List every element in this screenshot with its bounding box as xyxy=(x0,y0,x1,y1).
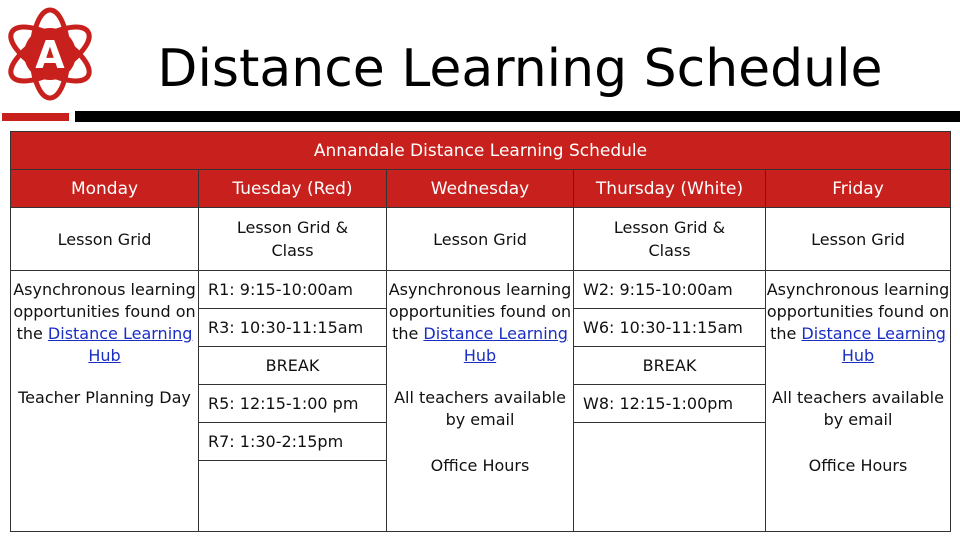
page-title: Distance Learning Schedule xyxy=(157,39,883,99)
day-header-tuesday: Tuesday (Red) xyxy=(199,170,387,208)
tuesday-break: BREAK xyxy=(199,347,387,385)
day-header-thursday: Thursday (White) xyxy=(574,170,766,208)
async-text: Asynchronous learning opportunities found on the xyxy=(13,280,196,343)
tuesday-slot-4: R7: 1:30-2:15pm xyxy=(199,423,387,461)
accent-bar-black xyxy=(75,111,960,122)
async-text: Asynchronous learning opportunities found on the xyxy=(388,280,572,343)
thursday-break: BREAK xyxy=(574,347,766,385)
lesson-friday: Lesson Grid xyxy=(766,208,951,271)
day-header-monday: Monday xyxy=(11,170,199,208)
tuesday-slot-3: R5: 12:15-1:00 pm xyxy=(199,385,387,423)
table-caption: Annandale Distance Learning Schedule xyxy=(11,132,951,170)
day-header-wednesday: Wednesday xyxy=(387,170,574,208)
day-header-friday: Friday xyxy=(766,170,951,208)
async-text: Asynchronous learning opportunities found on the xyxy=(766,280,950,343)
hub-link[interactable]: Distance Learning Hub xyxy=(801,324,946,365)
teachers-email: All teachers available by email xyxy=(772,388,944,429)
accent-bar-red xyxy=(2,113,69,121)
teacher-planning-day: Teacher Planning Day xyxy=(18,388,191,407)
office-hours: Office Hours xyxy=(808,456,908,475)
monday-body xyxy=(11,271,199,532)
tuesday-empty xyxy=(199,461,387,532)
thursday-slot-1: W2: 9:15-10:00am xyxy=(574,271,766,309)
logo-letter: A xyxy=(35,33,65,77)
hub-link[interactable]: Distance Learning Hub xyxy=(423,324,568,365)
friday-body xyxy=(766,271,951,532)
lesson-tuesday: Lesson Grid & Class xyxy=(199,208,387,271)
hub-link[interactable]: Distance Learning Hub xyxy=(47,324,193,365)
office-hours: Office Hours xyxy=(430,456,530,475)
teachers-email: All teachers available by email xyxy=(394,388,566,429)
tuesday-slot-2: R3: 10:30-11:15am xyxy=(199,309,387,347)
lesson-thursday: Lesson Grid & Class xyxy=(574,208,766,271)
wednesday-body xyxy=(387,271,574,532)
school-logo xyxy=(2,2,98,110)
thursday-slot-3: W8: 12:15-1:00pm xyxy=(574,385,766,423)
thursday-empty xyxy=(574,423,766,532)
tuesday-slot-1: R1: 9:15-10:00am xyxy=(199,271,387,309)
thursday-slot-2: W6: 10:30-11:15am xyxy=(574,309,766,347)
lesson-monday: Lesson Grid xyxy=(11,208,199,271)
schedule-table xyxy=(10,131,951,532)
lesson-wednesday: Lesson Grid xyxy=(387,208,574,271)
